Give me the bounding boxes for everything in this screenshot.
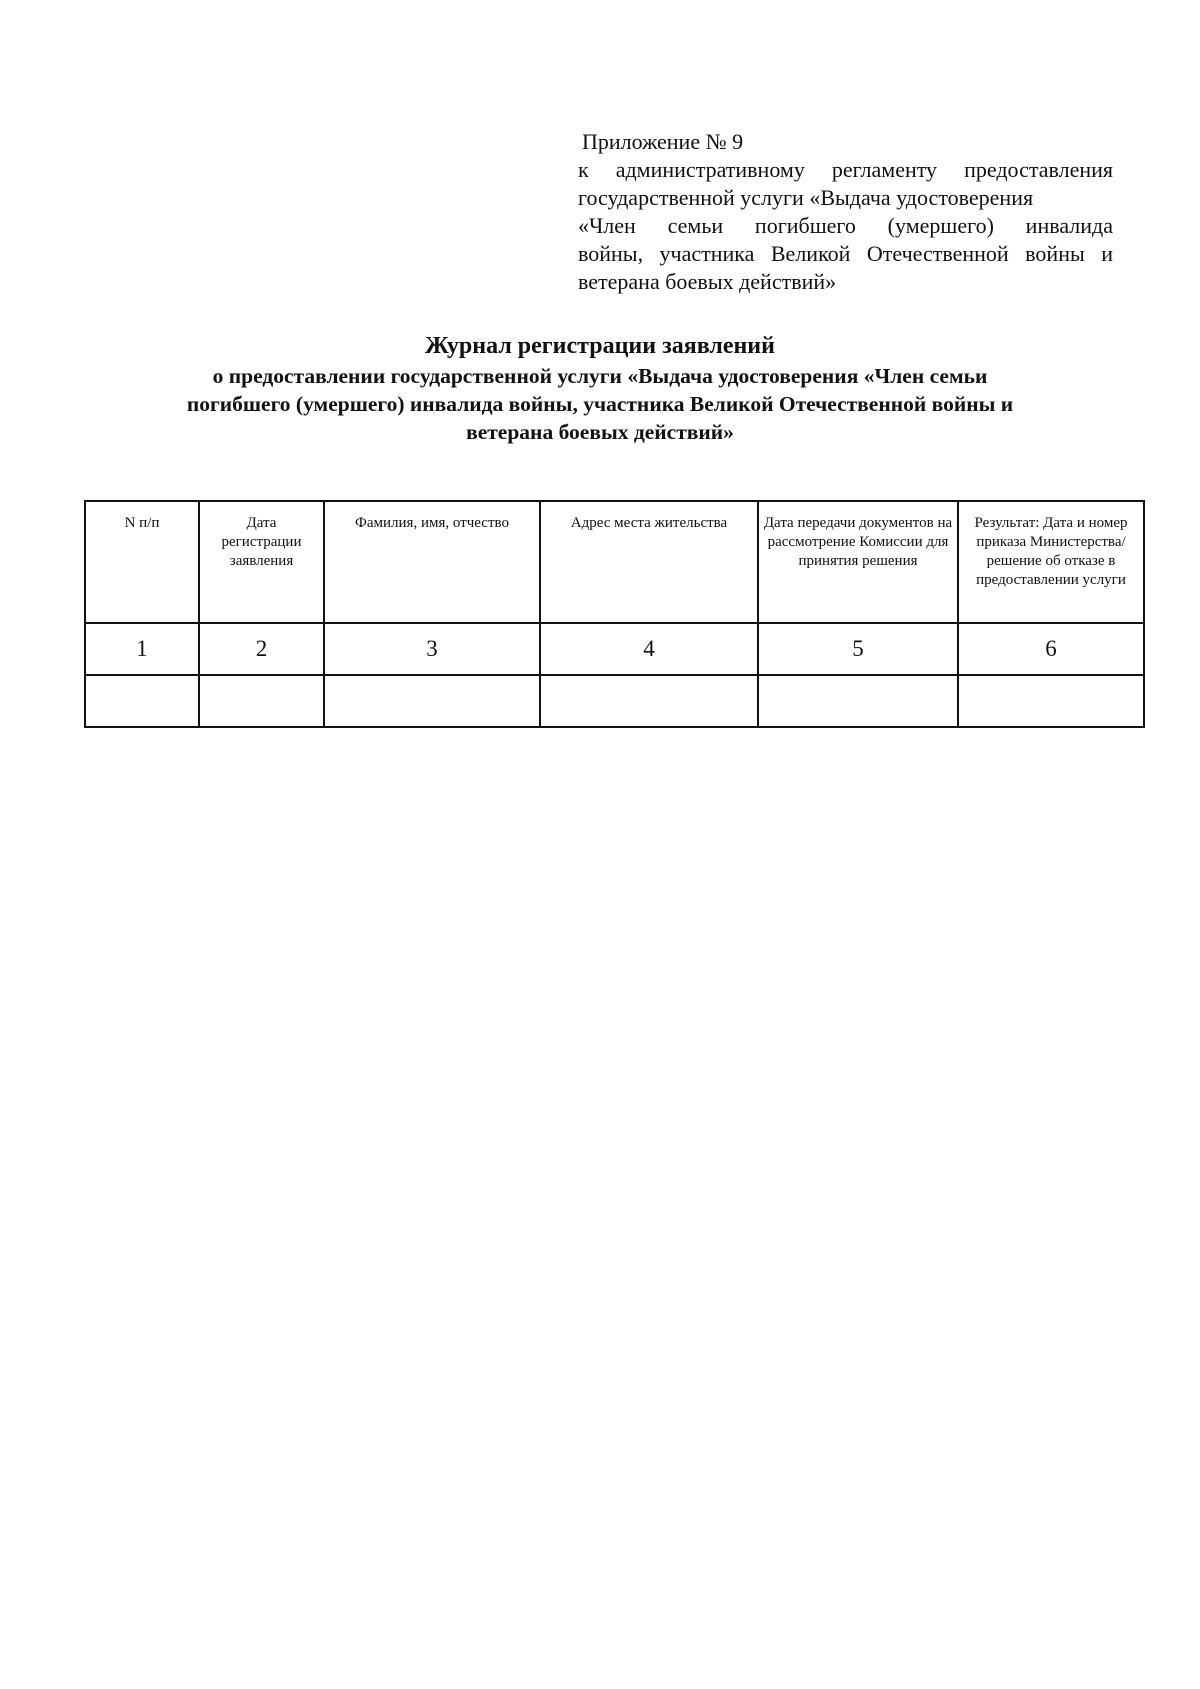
empty-cell: [324, 675, 540, 727]
column-header: Дата передачи документов на рассмотрение Комиссии для принятия решения: [758, 501, 958, 623]
registration-journal-table: [84, 500, 1145, 728]
column-number-row: [85, 623, 1144, 675]
appendix-line: государственной услуги «Выдача удостоверения: [578, 185, 1034, 210]
column-number: 4: [540, 623, 758, 675]
column-number: 3: [324, 623, 540, 675]
page-title: Журнал регистрации заявлений: [425, 333, 775, 359]
subtitle-line: ветерана боевых действий»: [466, 420, 734, 444]
column-number: 2: [199, 623, 324, 675]
column-header: Адрес места жительства: [540, 501, 758, 623]
subtitle-line: о предоставлении государственной услуги «Выдача удостоверения «Член семьи: [212, 364, 988, 388]
empty-cell: [758, 675, 958, 727]
appendix-line: Приложение № 9: [582, 129, 744, 154]
table-row: [85, 675, 1144, 727]
appendix-line: ветерана боевых действий»: [578, 269, 837, 294]
subtitle-line: погибшего (умершего) инвалида войны, участника Великой Отечественной войны и: [186, 392, 1014, 416]
column-number: 1: [85, 623, 199, 675]
empty-cell: [540, 675, 758, 727]
empty-cell: [958, 675, 1144, 727]
column-header: Дата регистрации заявления: [199, 501, 324, 623]
journal-title: [80, 330, 1120, 446]
column-header: Фамилия, имя, отчество: [324, 501, 540, 623]
appendix-line: «Член семьи погибшего (умершего) инвалида: [578, 213, 1113, 238]
column-header: Результат: Дата и номер приказа Министерства/ решение об отказе в предоставлении услуги: [958, 501, 1144, 623]
empty-cell: [199, 675, 324, 727]
appendix-note: [578, 128, 1113, 296]
empty-cell: [85, 675, 199, 727]
appendix-line: к административному регламенту предоставления: [578, 157, 1113, 182]
column-number: 5: [758, 623, 958, 675]
column-number: 6: [958, 623, 1144, 675]
column-header: N п/п: [85, 501, 199, 623]
table-header-row: [85, 501, 1144, 623]
appendix-line: войны, участника Великой Отечественной войны и: [578, 241, 1113, 266]
